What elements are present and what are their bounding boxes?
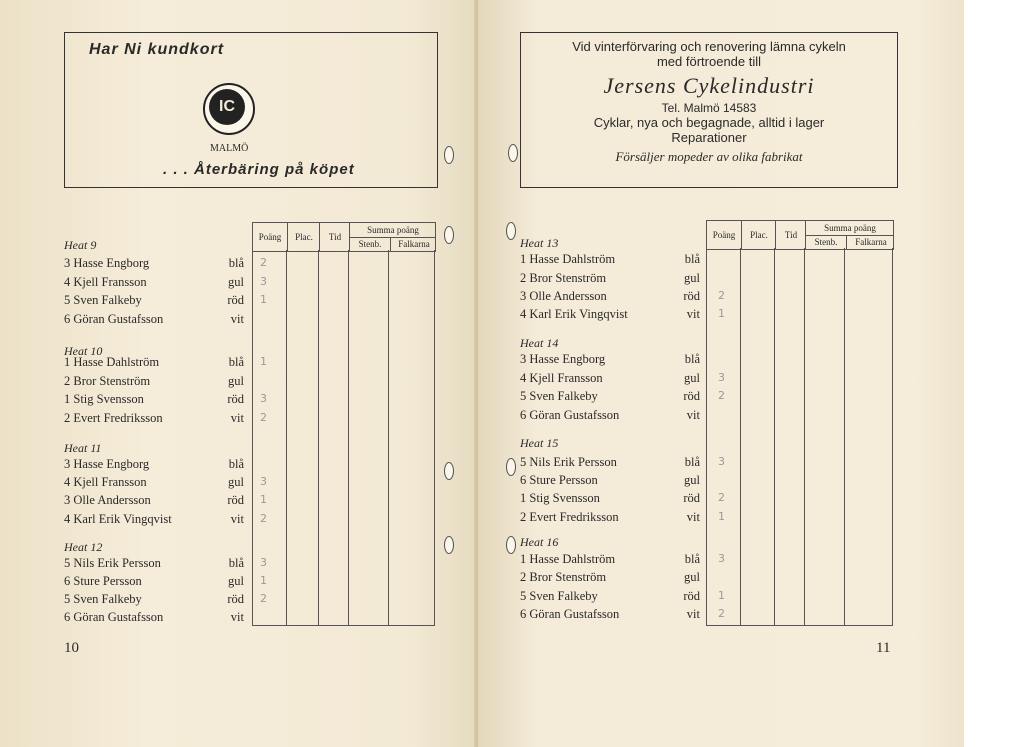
rider-name: 6 Göran Gustafsson <box>64 312 164 326</box>
rider-color: röd <box>683 389 700 403</box>
table-column-line <box>286 250 287 625</box>
rider-color: blå <box>684 252 700 266</box>
pencil-mark: 1 <box>718 510 725 523</box>
header-points: Poäng <box>712 230 736 240</box>
ad-line-2: med förtroende till <box>656 54 762 69</box>
table-column-line <box>844 248 845 625</box>
heat-title: Heat 9 <box>64 238 97 252</box>
rider-name: 2 Bror Stenström <box>520 271 607 285</box>
header-place: Plac. <box>287 223 320 251</box>
heat-title: Heat 14 <box>520 336 559 350</box>
header-time: Tid <box>775 221 806 249</box>
table-column-line <box>774 248 775 625</box>
rider-name: 6 Sture Persson <box>64 574 142 588</box>
rider-name: 4 Karl Erik Vingqvist <box>520 307 628 321</box>
rider-color: gul <box>228 374 244 388</box>
header-sum <box>805 221 894 249</box>
rider-name: 2 Bror Stenström <box>64 374 151 388</box>
rider-name: 5 Nils Erik Persson <box>520 455 617 469</box>
rider-color: blå <box>228 556 244 570</box>
table-column-line <box>318 250 319 625</box>
heat-title: Heat 11 <box>64 441 102 455</box>
pencil-mark: 1 <box>260 293 267 306</box>
pencil-mark: 2 <box>718 389 725 402</box>
rider-name: 5 Sven Falkeby <box>520 389 598 403</box>
rider-color: vit <box>230 610 244 624</box>
rider-color: vit <box>686 607 700 621</box>
pencil-mark: 3 <box>718 371 725 384</box>
pencil-mark: 3 <box>260 475 267 488</box>
rider-name: 3 Hasse Engborg <box>64 256 150 270</box>
binder-hole <box>508 144 518 162</box>
table-column-line <box>804 248 805 625</box>
ad-tagline: . . . Återbäring på köpet <box>163 161 355 178</box>
pencil-mark: 2 <box>260 592 267 605</box>
rider-color: vit <box>230 312 244 326</box>
cykel-ad <box>520 32 898 188</box>
rider-color: blå <box>684 455 700 469</box>
rider-color: gul <box>228 574 244 588</box>
score-table-header <box>706 220 894 250</box>
rider-name: 6 Sture Persson <box>520 473 598 487</box>
ad-city: MALMÖ <box>210 143 249 154</box>
ad-line-3: Cyklar, nya och begagnade, alltid i lager <box>593 115 825 130</box>
pencil-mark: 3 <box>260 275 267 288</box>
rider-color: gul <box>684 271 700 285</box>
rider-name: 4 Kjell Fransson <box>64 475 147 489</box>
left-page <box>0 0 478 747</box>
rider-name: 4 Karl Erik Vingqvist <box>64 512 172 526</box>
rider-name: 3 Hasse Engborg <box>520 352 606 366</box>
rider-name: 5 Sven Falkeby <box>520 589 598 603</box>
ad-company: Jersens Cykelindustri <box>603 73 815 98</box>
pencil-mark: 1 <box>718 589 725 602</box>
table-bottom-line <box>706 625 893 626</box>
pencil-mark: 2 <box>718 289 725 302</box>
pencil-mark: 1 <box>718 307 725 320</box>
page-number: 10 <box>64 640 79 656</box>
rider-name: 1 Stig Svensson <box>64 392 144 406</box>
pencil-mark: 2 <box>260 411 267 424</box>
pencil-mark: 2 <box>718 607 725 620</box>
rider-name: 6 Göran Gustafsson <box>64 610 164 624</box>
rider-color: gul <box>684 473 700 487</box>
heat-title: Heat 12 <box>64 540 103 554</box>
binder-hole <box>444 462 454 480</box>
table-column-line <box>892 248 893 625</box>
rider-name: 4 Kjell Fransson <box>520 371 603 385</box>
table-column-line <box>348 250 349 625</box>
header-sum-label: Summa poäng <box>350 223 436 238</box>
rider-color: röd <box>227 493 244 507</box>
rider-color: gul <box>228 475 244 489</box>
rider-name: 2 Evert Fredriksson <box>520 510 619 524</box>
rider-name: 4 Kjell Fransson <box>64 275 147 289</box>
header-stenb: Stenb. <box>358 239 382 249</box>
rider-name: 1 Stig Svensson <box>520 491 600 505</box>
rider-name: 6 Göran Gustafsson <box>520 408 620 422</box>
ad-title: Har Ni kundkort <box>89 41 225 58</box>
rider-color: blå <box>228 256 244 270</box>
ic-logo-text: IC <box>219 98 235 115</box>
header-time: Tid <box>319 223 350 251</box>
rider-name: 3 Olle Andersson <box>520 289 607 303</box>
rider-name: 1 Hasse Dahlström <box>64 355 160 369</box>
header-points: Poäng <box>258 232 282 242</box>
pencil-mark: 2 <box>260 512 267 525</box>
rider-color: blå <box>228 355 244 369</box>
rider-color: vit <box>686 408 700 422</box>
rider-color: röd <box>683 589 700 603</box>
heat-title: Heat 15 <box>520 436 559 450</box>
heat-title: Heat 16 <box>520 535 559 549</box>
header-falkarna: Falkarna <box>846 235 895 249</box>
binder-hole <box>506 536 516 554</box>
table-column-line <box>740 248 741 625</box>
table-column-line <box>706 248 707 625</box>
rider-name: 1 Hasse Dahlström <box>520 252 616 266</box>
heat-title: Heat 13 <box>520 236 559 250</box>
rider-color: vit <box>686 510 700 524</box>
ic-logo <box>203 83 255 135</box>
pencil-mark: 3 <box>260 556 267 569</box>
pencil-mark: 3 <box>718 455 725 468</box>
table-column-line <box>388 250 389 625</box>
rider-name: 3 Hasse Engborg <box>64 457 150 471</box>
rider-color: blå <box>684 352 700 366</box>
pencil-mark: 3 <box>718 552 725 565</box>
table-column-line <box>434 250 435 625</box>
binder-hole <box>506 458 516 476</box>
rider-color: gul <box>684 570 700 584</box>
binder-hole <box>444 536 454 554</box>
pencil-mark: 1 <box>260 493 267 506</box>
header-place: Plac. <box>741 221 776 249</box>
page-number: 11 <box>876 640 891 656</box>
rider-name: 6 Göran Gustafsson <box>520 607 620 621</box>
rider-color: röd <box>227 392 244 406</box>
pencil-mark: 3 <box>260 392 267 405</box>
rider-color: röd <box>227 592 244 606</box>
rider-name: 1 Hasse Dahlström <box>520 552 616 566</box>
pencil-mark: 1 <box>260 574 267 587</box>
rider-color: gul <box>228 275 244 289</box>
rider-name: 3 Olle Andersson <box>64 493 151 507</box>
ad-line-1: Vid vinterförvaring och renovering lämna cykeln <box>572 39 846 54</box>
header-falkarna: Falkarna <box>390 237 437 251</box>
header-sum <box>349 223 436 251</box>
rider-name: 5 Nils Erik Persson <box>64 556 161 570</box>
rider-color: vit <box>686 307 700 321</box>
rider-color: blå <box>228 457 244 471</box>
ad-line-5: Försäljer mopeder av olika fabrikat <box>615 149 803 164</box>
binder-hole <box>444 226 454 244</box>
kundkort-ad <box>64 32 438 188</box>
table-bottom-line <box>252 625 435 626</box>
binder-hole <box>506 222 516 240</box>
rider-color: röd <box>227 293 244 307</box>
rider-name: 2 Bror Stenström <box>520 570 607 584</box>
rider-name: 2 Evert Fredriksson <box>64 411 163 425</box>
binder-hole <box>444 146 454 164</box>
pencil-mark: 1 <box>260 355 267 368</box>
rider-name: 5 Sven Falkeby <box>64 592 142 606</box>
pencil-mark: 2 <box>718 491 725 504</box>
heat-title: Heat 10 <box>64 344 103 358</box>
rider-color: blå <box>684 552 700 566</box>
rider-name: 5 Sven Falkeby <box>64 293 142 307</box>
rider-color: röd <box>683 491 700 505</box>
header-stenb: Stenb. <box>814 237 838 247</box>
rider-color: röd <box>683 289 700 303</box>
rider-color: vit <box>230 512 244 526</box>
ad-phone: Tel. Malmö 14583 <box>661 101 757 115</box>
pencil-mark: 2 <box>260 256 267 269</box>
rider-color: gul <box>684 371 700 385</box>
rider-color: vit <box>230 411 244 425</box>
right-page <box>478 0 964 747</box>
ad-line-4: Reparationer <box>671 130 747 145</box>
table-column-line <box>252 250 253 625</box>
header-sum-label: Summa poäng <box>806 221 894 236</box>
ic-logo-inner <box>209 89 245 125</box>
score-table-header <box>252 222 436 252</box>
